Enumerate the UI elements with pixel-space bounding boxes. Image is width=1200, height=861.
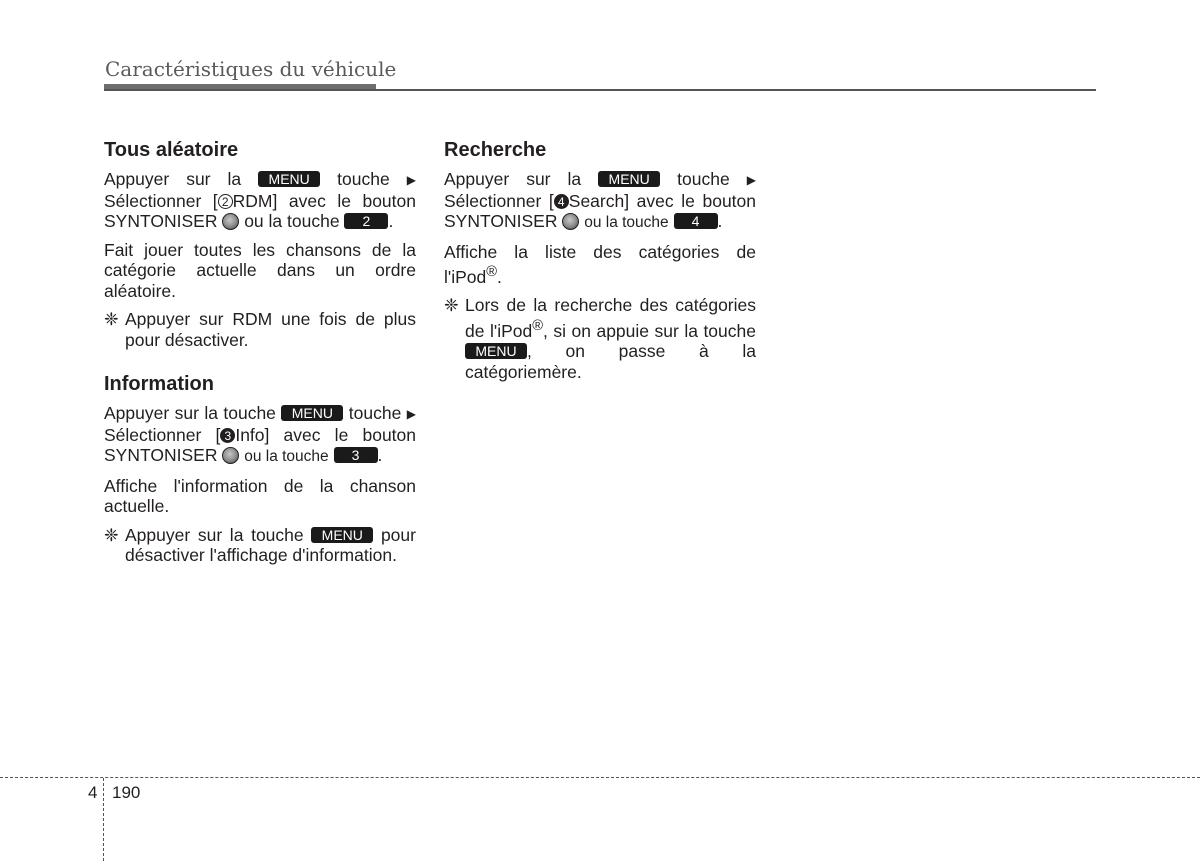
random-note: ❈ Appuyer sur RDM une fois de plus pour désactiver.: [104, 309, 416, 350]
search-note: ❈ Lors de la recherche des catégories de l'iPod®, si on appuie sur la touche MENU , on passe à la catégoriemère.: [444, 295, 756, 382]
right-arrow-icon: ▶: [746, 173, 756, 187]
right-column: [444, 138, 756, 382]
menu-key-icon: MENU: [258, 171, 320, 187]
search-description: Affiche la liste des catégories de l'iPod®.: [444, 241, 756, 287]
random-instructions: Appuyer sur la MENU touche ▶ Sélectionner [ 2 RDM] avec le bouton SYNTONISER ou la touche 2 .: [104, 169, 416, 231]
key-2-icon: 2: [344, 213, 388, 229]
note-asterisk-icon: ❈: [104, 524, 119, 545]
page-number: 190: [112, 783, 141, 802]
section-information: [104, 372, 416, 566]
circled-number-icon: 4: [554, 194, 569, 209]
menu-key-icon: MENU: [465, 343, 527, 359]
section-search: [444, 138, 756, 382]
menu-key-icon: MENU: [311, 527, 373, 543]
section-heading-random: Tous aléatoire: [104, 139, 239, 161]
right-arrow-icon: ▶: [406, 173, 416, 187]
note-asterisk-icon: ❈: [104, 309, 119, 329]
knob-icon: [562, 213, 579, 230]
note-asterisk-icon: ❈: [444, 295, 459, 316]
key-3-icon: 3: [334, 447, 378, 463]
footer-dashed-divider: [103, 778, 104, 861]
menu-key-icon: MENU: [281, 405, 343, 421]
circled-number-icon: 3: [220, 428, 235, 443]
knob-icon: [222, 447, 239, 464]
information-description: Affiche l'information de la chanson actuelle.: [104, 475, 416, 516]
right-arrow-icon: ▶: [406, 407, 416, 421]
footer-dashed-rule: [0, 777, 1200, 778]
random-description: Fait jouer toutes les chansons de la catégorie actuelle dans un ordre aléatoire.: [104, 239, 416, 301]
information-instructions: Appuyer sur la touche MENU touche ▶ Sélectionner [ 3 Info] avec le bouton SYNTONISER ou la touche 3 .: [104, 403, 417, 465]
knob-icon: [222, 213, 239, 230]
key-4-icon: 4: [674, 213, 718, 229]
information-note: ❈ Appuyer sur la touche MENU pour désactiver l'affichage d'information.: [104, 524, 416, 565]
circled-number-icon: 2: [218, 194, 233, 209]
header-rule-thin: [104, 89, 1096, 91]
search-instructions: Appuyer sur la MENU touche ▶ Sélectionner [ 4 Search] avec le bouton SYNTONISER ou la touche 4 .: [444, 169, 756, 231]
left-column: [104, 138, 416, 566]
chapter-number: 4: [88, 783, 98, 802]
menu-key-icon: MENU: [598, 171, 660, 187]
section-random: [104, 138, 416, 350]
section-heading-information: Information: [104, 373, 214, 395]
page-header-title: Caractéristiques du véhicule: [105, 57, 397, 81]
section-heading-search: Recherche: [444, 139, 547, 161]
